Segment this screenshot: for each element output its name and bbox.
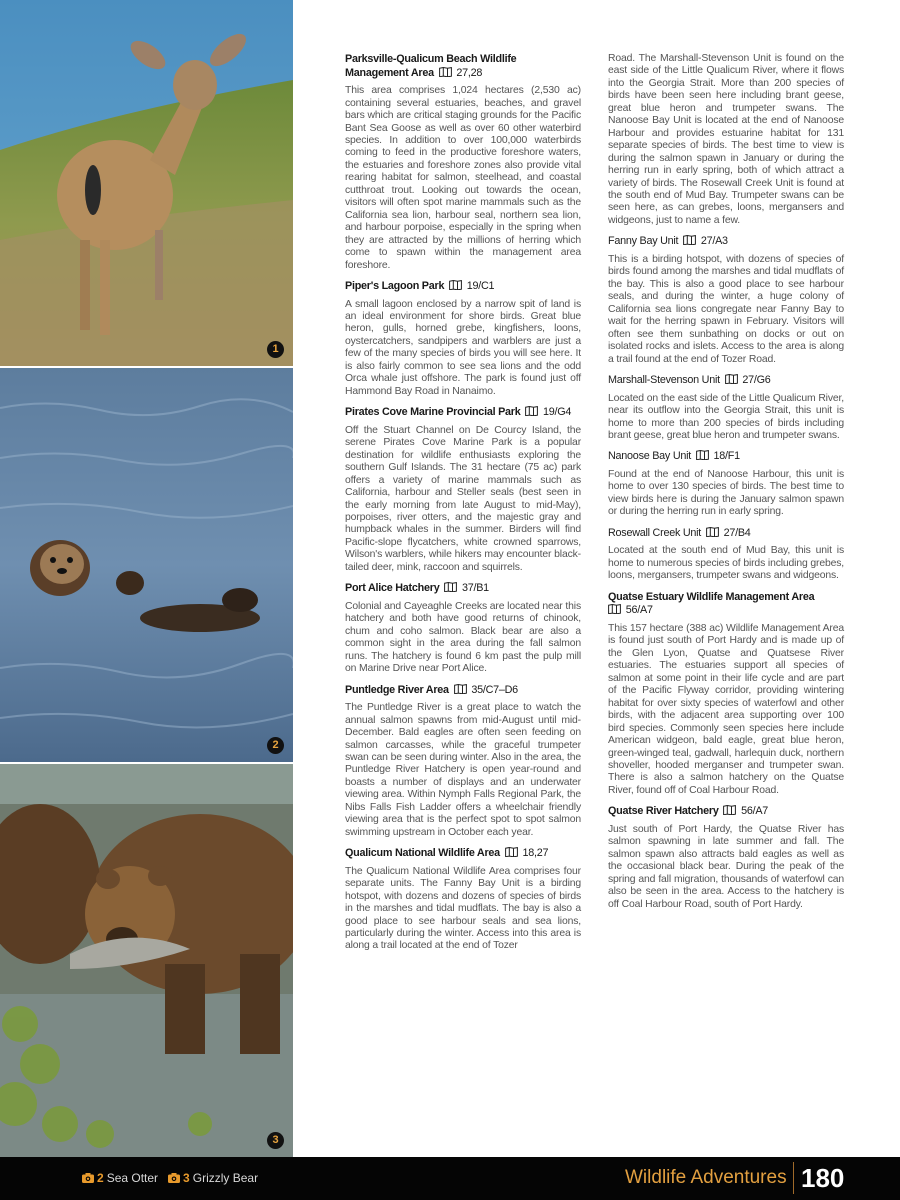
entry-title-text: Puntledge River Area	[345, 683, 449, 696]
map-reference: 27/G6	[742, 374, 771, 387]
map-reference: 27/A3	[700, 235, 728, 248]
page-number: 180	[801, 1163, 845, 1193]
entry-body: A small lagoon enclosed by a narrow spit of land is an ideal environment for shore birds. Great blue heron, gulls, horned grebe, kingfishers, loons, oystercatchers, sandpipers and warblers are just a few of the many species of birds you will see here. It is also fairly common to see sea lions and the odd Orca whale just offshore. The park is found just off Hammond Bay Road in Nanaimo.	[345, 298, 581, 397]
entry-title	[345, 847, 581, 861]
entry-title-text: Quatse River Hatchery	[608, 805, 719, 818]
map-reference: 56/A7	[625, 604, 653, 617]
photo-credit	[168, 1171, 258, 1185]
map-icon	[505, 847, 518, 857]
entry-body: The Puntledge River is a great place to watch the annual salmon spawns from mid-August until mid-December. Bald eagles are often seen feeding on salmon carcasses, while the graceful trumpeter swan can be seen during winter. Also in the area, the Puntledge River Hatchery is open year-round and boasts a number of displays and an underwater viewing area. Within Nymph Falls Regional Park, the Nibs Falls Fish Ladder offers a wheelchair friendly viewing area that is the perfect spot to spot salmon swimming upstream in October each year.	[345, 702, 581, 838]
entry-title-text: Port Alice Hatchery	[345, 582, 440, 595]
map-icon	[706, 527, 719, 537]
entry-title	[608, 235, 844, 249]
entry-body: Just south of Port Hardy, the Quatse River has salmon spawning in late summer and fall. The salmon spawn also attracts bald eagles as well as the occasional black bear. During the peak of the spring and fall migration, thousands of waterfowl can also be seen in the area. Access to the hatchery is off Coal Harbour Road, south of Port Hardy.	[608, 823, 844, 910]
map-reference: 35/C7–D6	[471, 683, 518, 696]
entry-title	[608, 527, 844, 541]
entry-title-text: Nanoose Bay Unit	[608, 450, 692, 463]
entry-rosewall-creek-unit	[608, 527, 844, 583]
entry-qualicum-continued	[608, 53, 844, 227]
map-reference: 56/A7	[741, 805, 769, 818]
section-title: Wildlife Adventures	[625, 1167, 787, 1188]
entry-quatse-estuary	[608, 591, 844, 798]
entry-body: This 157 hectare (388 ac) Wildlife Management Area is found just south of Port Hardy and is made up of the Glen Lyon, Quatse and Quatsese River estuaries. The estuaries support all species of salmon at some point in their life cycle and are part of the Pacific Flyway corridor, providing wintering habitat for over sixty species of waterfowl and other birds, with the adjacent area supporting over 100 bird species. Commonly seen species here include American widgeon, bald eagle, great blue heron, green-winged teal, gadwall, harlequin duck, northern shoveller, hooded merganser and trumpeter swan. There is also a salmon hatchery on the Quatse River, found off of Coal Harbour Road.	[608, 622, 844, 796]
entry-body: Off the Stuart Channel on De Courcy Island, the serene Pirates Cove Marine Park is a popular destination for wildlife enthusiasts exploring the southern Gulf Islands. The 31 hectare (75 ac) park offers a variety of marine mammals such as California, harbour and Steller seals (best seen in the early morning from late August to mid-May), porpoises, river otters, and the majestic gray and humpback whales in the summer. Birders will find Pacific-slope flycatchers, white crowned sparrows, Wilson's warblers, while hikers may encounter black-tailed deer, mink, raccoon and squirrels.	[345, 424, 581, 573]
entry-body: Located at the south end of Mud Bay, this unit is home to numerous species of birds including grebes, loons, mergansers, trumpeter swans and widgeons.	[608, 545, 844, 582]
map-icon	[696, 450, 709, 460]
entry-marshall-stevenson-unit	[608, 374, 844, 442]
entry-title	[345, 406, 581, 420]
footer-divider	[793, 1162, 794, 1194]
entry-title-text: Pirates Cove Marine Provincial Park	[345, 406, 521, 419]
entry-pipers-lagoon	[345, 280, 581, 398]
entry-qualicum-national	[345, 847, 581, 953]
photo-credits	[82, 1171, 258, 1185]
entry-title-text: Marshall-Stevenson Unit	[608, 374, 720, 387]
entry-body: Road. The Marshall-Stevenson Unit is found on the east side of the Little Qualicum River, where it flows into the Georgia Strait. More than 200 species of birds have been seen here including brant geese, great blue heron and trumpeter swans. The Nanoose Bay Unit is located at the end of Nanoose Harbour and provides estuarine habitat for 131 separate species of birds. The best time to view is during the salmon spawn in January or during the herring run in early spring, both of which attract a variety of birds. The Rosewall Creek Unit is found at the south end of Mud Bay. Trumpeter swans can be seen here, as can grebes, loons, mergansers and widgeons, just to name a few.	[608, 53, 844, 226]
entry-title-text: Qualicum National Wildlife Area	[345, 847, 500, 860]
deer-photo-image	[0, 0, 293, 366]
map-icon	[683, 235, 696, 245]
entry-body: Found at the end of Nanoose Harbour, this unit is home to over 130 species of birds. The best time to view birds here is during the January salmon spawn or during the herring run in early spring.	[608, 469, 844, 518]
map-icon	[444, 582, 457, 592]
entry-title-text: Piper's Lagoon Park	[345, 279, 445, 292]
entry-parksville-qualicum	[345, 53, 581, 272]
map-icon	[449, 280, 462, 290]
entry-title	[345, 53, 581, 80]
entry-title	[608, 591, 844, 618]
map-icon	[725, 374, 738, 384]
entry-title	[608, 805, 844, 819]
entry-title	[345, 582, 581, 596]
photo-number-badge: 1	[267, 341, 284, 358]
entry-title	[345, 280, 581, 294]
grizzly-bear-photo-image	[0, 764, 293, 1157]
photo-number-badge: 2	[267, 737, 284, 754]
entry-body: This is a birding hotspot, with dozens of species of birds found among the marshes and tidal mudflats of the bay. This is also a good place to see harbour seals, and during the winter, a huge colony of California sea lions congregate near Fanny Bay to wait for the herring spawn in February. Visitors will often see them sunbathing on docks or out on isolated rocks and islets. Access to the area is along a trail found at the end of Tozer Road.	[608, 253, 844, 365]
map-icon	[525, 406, 538, 416]
entry-body: Colonial and Cayeaghle Creeks are located near this hatchery and both have good returns of chinook, chum and coho salmon. Black bear are also a common sight in the area during the fall salmon runs. The hatchery is found 6 km past the pulp mill on Marine Drive near Port Alice.	[345, 600, 581, 675]
map-icon	[454, 684, 467, 694]
entry-title-text: Quatse Estuary Wildlife Management Area	[608, 590, 815, 603]
entry-body: Located on the east side of the Little Qualicum River, near its outflow into the Georgia Strait, this unit is home to more than 200 species of birds including brant geese, great blue heron and trumpeter swans.	[608, 392, 844, 441]
map-reference: 27,28	[456, 66, 483, 79]
map-icon	[608, 604, 621, 614]
entry-body: This area comprises 1,024 hectares (2,530 ac) containing several estuaries, beaches, and gravel bars which are critical staging grounds for the Pacific Bant Sea Goose as well as over 60 other waterbird species. In addition to over 100,000 waterbirds coming to feed in the productive foreshore waters, the estuaries and foreshore zones also provide vital rearing habitat for salmon, steelhead, and coastal cutthroat trout. Looking out towards the ocean, visitors will often spot marine mammals such as the California sea lion, harbour seal, northern sea lion, and harbour porpoise, especially in the spring when they are attracted by the millions of herring which come to spawn within the management area foreshore.	[345, 85, 581, 271]
map-reference: 18,27	[522, 847, 549, 860]
entry-puntledge-river	[345, 684, 581, 840]
entry-quatse-river-hatchery	[608, 805, 844, 911]
map-icon	[723, 805, 736, 815]
map-reference: 19/C1	[466, 279, 495, 292]
photo-number-badge: 3	[267, 1132, 284, 1149]
credit-label: Grizzly Bear	[192, 1171, 259, 1185]
entry-title-text: Fanny Bay Unit	[608, 235, 679, 248]
entry-title-text: Rosewall Creek Unit	[608, 526, 702, 539]
map-icon	[439, 67, 452, 77]
entry-pirates-cove	[345, 406, 581, 574]
right-text-column	[608, 53, 844, 919]
entry-fanny-bay-unit	[608, 235, 844, 366]
photo-sea-otter	[0, 368, 293, 762]
credit-number: 2	[97, 1171, 104, 1185]
sea-otter-photo-image	[0, 368, 293, 762]
photo-grizzly-bear	[0, 764, 293, 1157]
entry-title	[345, 684, 581, 698]
entry-title-text: Parksville-Qualicum Beach Wildlife Management Area	[345, 53, 517, 79]
map-reference: 37/B1	[461, 582, 489, 595]
entry-body: The Qualicum National Wildlife Area comprises four separate units. The Fanny Bay Unit is a birding hotspot, with dozens and dozens of species of birds in the marshes and tidal mudflats. The bay is also a good place to see harbour seals and sea lions, particularly during the winter. Access into this area is along a trail located at the end of Tozer	[345, 865, 581, 952]
credit-number: 3	[183, 1171, 190, 1185]
map-reference: 27/B4	[723, 526, 751, 539]
entry-nanoose-bay-unit	[608, 450, 844, 518]
left-text-column	[345, 53, 581, 961]
map-reference: 19/G4	[542, 406, 572, 419]
map-reference: 18/F1	[713, 450, 740, 463]
entry-title	[608, 374, 844, 388]
photo-column	[0, 0, 293, 1157]
credit-label: Sea Otter	[106, 1171, 159, 1185]
entry-port-alice-hatchery	[345, 582, 581, 675]
entry-title	[608, 450, 844, 464]
camera-icon	[82, 1173, 94, 1183]
photo-deer	[0, 0, 293, 366]
photo-credit	[82, 1171, 158, 1185]
camera-icon	[168, 1173, 180, 1183]
page-footer	[0, 1157, 900, 1200]
